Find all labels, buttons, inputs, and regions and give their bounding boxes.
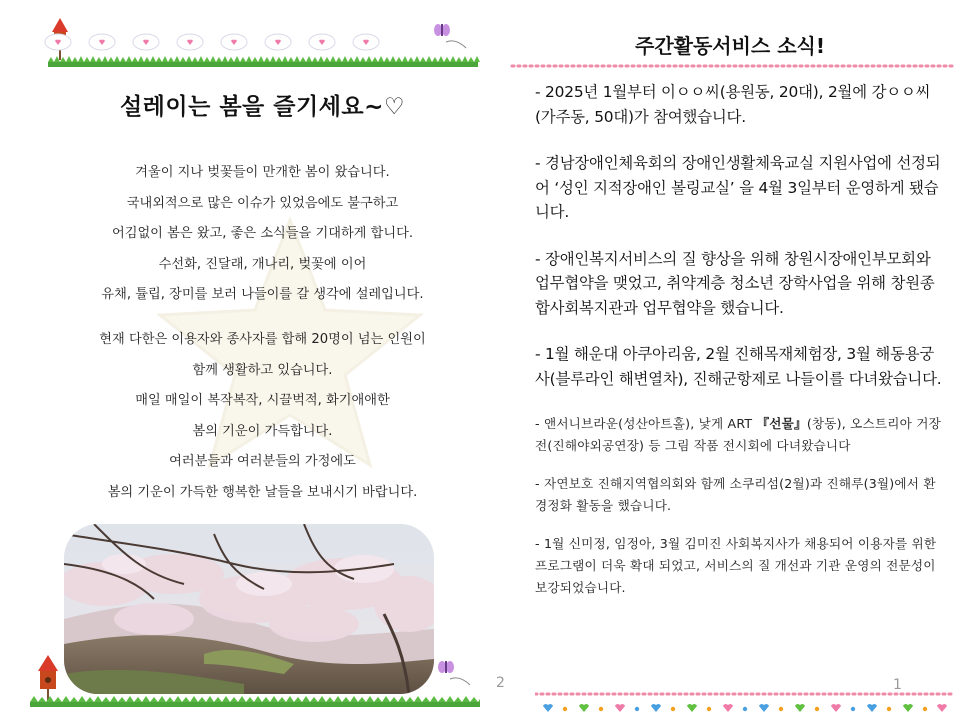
butterfly-icon [438,661,470,685]
page-title: 설레이는 봄을 즐기세요~♡ [119,94,406,120]
news-item: - 경남장애인체육회의 장애인생활체육교실 지원사업에 선정되어 ‘성인 지적장애인 볼링교실’ 을 4월 3일부터 운영하게 됐습니다. [535,154,941,221]
news-item-environment: - 자연보호 진해지역협의회와 함께 소쿠리섬(2월)과 진해루(3월)에서 환경정화 활동을 했습니다. [535,476,936,513]
heart-cloud-border-top [40,18,480,70]
letter-line: 국내외적으로 많은 이슈가 있었음에도 불구하고 [126,195,399,211]
heart-icon [687,704,697,712]
heart-icon [651,704,661,712]
letter-line: 봄의 기운이 가득합니다. [192,423,333,439]
letter-line: 겨울이 지나 벚꽃들이 만개한 봄이 왔습니다. [135,165,390,180]
letter-line: 매일 매일이 복작복작, 시끌벅적, 화기애애한 [135,393,390,409]
heart-icon [723,704,733,712]
letter-line: 어김없이 봄은 왔고, 좋은 소식들을 기대하게 합니다. [111,226,414,242]
exhibition-text-before: - 앤서니브라운(성산아트홀), 낯게 ART [535,416,757,431]
grass-strip [48,56,480,67]
heart-icon [543,704,553,712]
letter-line: 함께 생활하고 있습니다. [192,362,333,378]
heart-icon [579,704,589,712]
heart-icon [937,704,947,712]
letter-line: 유채, 튤립, 장미를 보러 나들이를 갈 생각에 설레입니다. [101,287,424,303]
heart-icon [615,704,625,712]
birdhouse-icon [38,655,58,703]
letter-line: 여러분들과 여러분들의 가정에도 [169,454,356,470]
letter-line: 봄의 기운이 가득한 행복한 날들을 보내시기 바랍니다. [107,484,418,500]
news-item-exhibition [535,413,947,457]
butterfly-icon [434,24,466,48]
heart-border-bottom [535,688,955,716]
news-item: - 2025년 1월부터 이ㅇㅇ씨(용원동, 20대), 2월에 강ㅇㅇ씨(가주동, 50대)가 참여했습니다. [535,83,931,126]
news-title: 주간활동서비스 소식! [635,34,825,58]
heart-icon [795,704,805,712]
heart-icon [831,704,841,712]
page-number-right: 1 [893,677,902,693]
letter-line: 수선화, 진달래, 개나리, 벚꽃에 이어 [158,256,367,272]
dotted-divider [510,62,955,70]
grass-border-bottom [30,655,480,711]
news-item-staff: - 1월 신미정, 임정아, 3월 김미진 사회복지사가 채용되어 이용자를 위한 프로그램이 더욱 확대 되었고, 서비스의 질 개선과 기관 운영의 전문성이 보강되었습니다. [535,536,937,595]
heart-icon [903,704,913,712]
exhibition-text-after: (창동), 오스트리아 거장전(진해야외공연장) 등 그림 작품 전시회에 다녀왔습니다 [535,416,941,453]
letter-line: 현재 다한은 이용자와 종사자를 합해 20명이 넘는 인원이 [99,331,426,347]
heart-icon [759,704,769,712]
exhibition-title: 『선물』 [756,416,807,431]
page-number-left: 2 [496,675,505,691]
news-item: - 장애인복지서비스의 질 향상을 위해 창원시장애인부모회와 업무협약을 맺었고, 취약계층 청소년 장학사업을 위해 창원종합사회복지관과 업무협약을 했습니다. [535,249,935,317]
heart-cloud-icon [45,34,379,50]
news-list [535,80,947,615]
news-item: - 1월 해운대 아쿠아리움, 2월 진해목재체험장, 3월 해동용궁사(블루라인 해변열차), 진해군항제로 나들이를 다녀왔습니다. [535,345,942,388]
heart-icon [867,704,877,712]
spring-letter [20,158,490,509]
